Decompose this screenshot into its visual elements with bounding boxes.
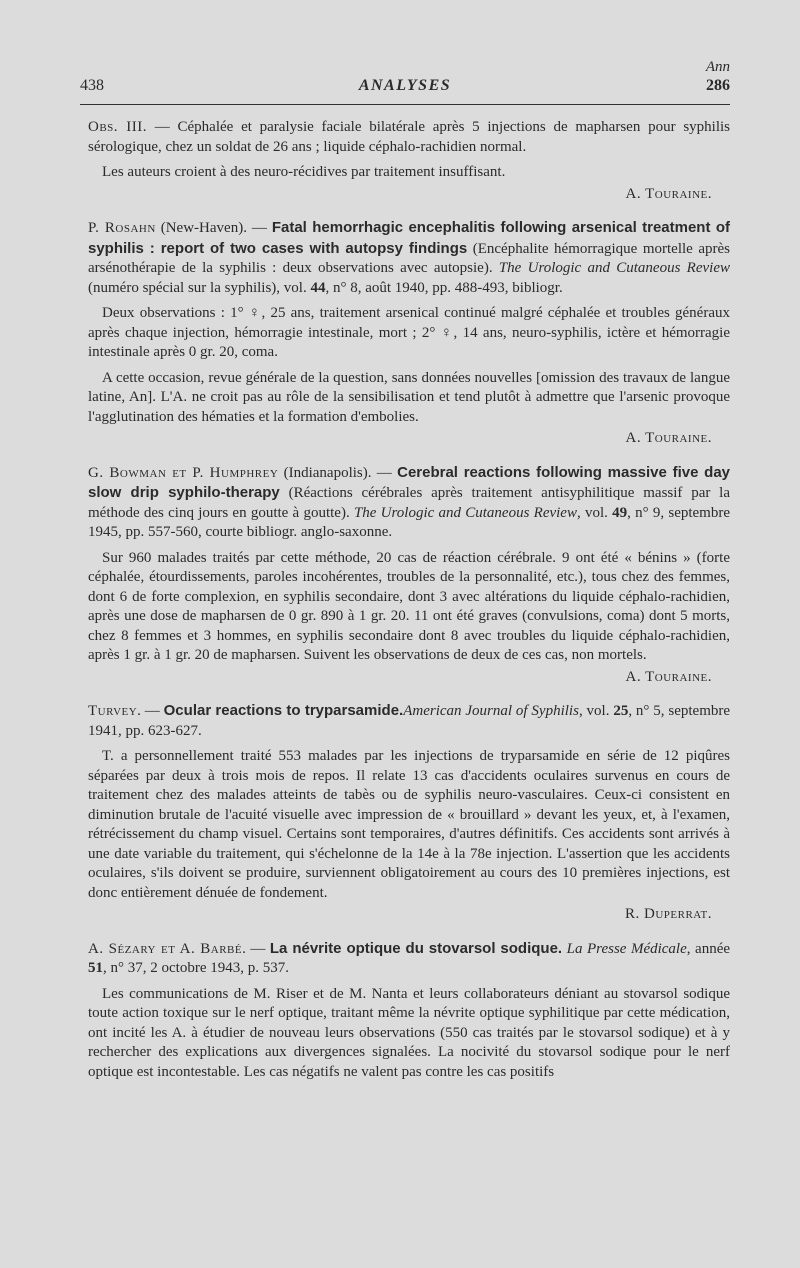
handwritten-note: Ann <box>705 59 730 75</box>
author: P. Rosahn <box>88 220 156 236</box>
citation: Turvey. — Ocular reactions to tryparsamide.American Journal of Syphilis, vol. 25, n° 5, septembre 1941, pp. 623-627. <box>88 702 731 739</box>
volume: 49 <box>612 504 628 521</box>
citation: P. Rosahn (New-Haven). — Fatal hemorrhagic encephalitis following arsenical treatment of syphilis : report of two cases with autopsy findings (Encéphalite hémorragique mortelle après arsénothérapie de la syphilis : deux observations avec autopsie). The Urologic and Cutaneous Review (numéro spécial sur la syphilis), vol. 44, n° 8, août 1940, pp. 488-493, bibliogr. <box>88 219 730 296</box>
volume: 25 <box>613 703 629 719</box>
signature: R. Duperrat. <box>625 906 712 922</box>
section-title: ANALYSES <box>358 77 452 94</box>
running-header <box>80 76 730 100</box>
journal-name: The Urologic and Cutaneous Review <box>353 504 577 521</box>
volume: 51 <box>88 960 103 976</box>
signature: A. Touraine. <box>625 668 712 685</box>
article-title: Ocular reactions to tryparsamide. <box>163 702 404 719</box>
citation: G. Bowman et P. Humphrey (Indianapolis). — Cerebral reactions following massive five day slow drip syphilo-therapy (Réactions cérébrales après traitement antisyphilitique massif par la méthode des cinq jours en goutte à goutte). The Urologic and Cutaneous Review, vol. 49, n° 9, septembre 1945, pp. 557-560, courte bibliogr. anglo-saxonne. <box>88 463 731 540</box>
abstract-rosahn <box>88 218 730 449</box>
body-paragraph: Les auteurs croient à des neuro-récidives par traitement insuffisant. <box>102 164 506 180</box>
author: Turvey <box>88 703 138 719</box>
body-paragraph: T. a personnellement traité 553 malades par les injections de tryparsamide en série de 12 piqûres séparées par deux à trois mois de repos. Il relate 13 cas d'accidents oculaires survenus en cours de traitement chez des malades atteints de tabès ou de syphilis neuro-vasculaires. Ceux-ci consistent en diminution brutale de l'acuité visuelle avec impression de « brouillard » devant les yeux, et, à l'examen, rétrécissement du champ visuel. Certains sont temporaires, d'autres définitifs. Ces accidents sont arrivés à une date variable du traitement, qui s'échelonne de la 14e à la 78e injection. L'assertion que les accidents oculaires, s'ils doivent se produire, surviennent obligatoirement au cours des 10 premières injections, est donc entièrement dénuée de fondement. <box>88 748 730 901</box>
header-rule <box>80 104 730 105</box>
page-body <box>88 118 730 1082</box>
abstract-continuation <box>88 118 730 204</box>
journal-name: American Journal of Syphilis <box>403 703 579 719</box>
article-title: Cerebral reactions following massive five day slow drip syphilo-therapy <box>88 463 731 501</box>
right-page-number: 286 <box>705 77 730 94</box>
body-paragraph: Deux observations : 1° ♀, 25 ans, traitement arsenical continué malgré céphalée et troubles généraux après chaque injection, hémorragie intestinale, mort ; 2° ♀, 14 ans, neuro-syphilis, ictère et hémorragie intestinale après 0 gr. 20, coma. <box>88 305 730 360</box>
observation-paragraph: Obs. III. — Céphalée et paralysie faciale bilatérale après 5 injections de mapharsen pour syphilis sérologique, chez un soldat de 26 ans ; liquide céphalo-rachidien normal. <box>88 119 730 155</box>
article-title: La névrite optique du stovarsol sodique. <box>269 939 563 957</box>
signature: A. Touraine. <box>625 430 712 446</box>
left-page-number: 438 <box>80 77 104 94</box>
author: A. Sézary et A. Barbé <box>88 940 243 957</box>
journal-name: La Presse Médicale <box>566 940 687 957</box>
abstract-sezary <box>88 939 730 1083</box>
author: G. Bowman et P. Humphrey <box>88 464 279 481</box>
abstract-bowman <box>88 463 730 688</box>
signature: A. Touraine. <box>625 185 712 202</box>
body-paragraph: Sur 960 malades traités par cette méthode, 20 cas de réaction cérébrale. 9 ont été « bénins » (forte céphalée, étourdissements, paroles incohérentes, troubles de la personnalité, etc.), tous chez des femmes, dont 6 de forte complexion, en syphilis secondaire, dont 3 avec altérations du liquide céphalo-rachidien, après une dose de mapharsen de 0 gr. 890 à 1 gr. 20. 11 ont été graves (convulsions, coma) dont 5 morts, chez 8 femmes et 3 hommes, en syphilis secondaire dont 8 avec troubles du liquide céphalo-rachidien, après 1 gr. à 1 gr. 20 de mapharsen. Suivent les observations de deux de ces cas, non mortels. <box>88 549 730 663</box>
journal-name: The Urologic and Cutaneous Review <box>498 260 730 276</box>
volume: 44 <box>310 279 326 296</box>
citation: A. Sézary et A. Barbé. — La névrite optique du stovarsol sodique. La Presse Médicale, année 51, n° 37, 2 octobre 1943, p. 537. <box>88 939 731 976</box>
abstract-turvey <box>88 701 730 925</box>
body-paragraph: A cette occasion, revue générale de la question, sans données nouvelles [omission des travaux de langue latine, An]. L'A. ne croit pas au rôle de la sensibilisation et tend plutôt à admettre que l'arsenic provoque l'agglutination des hématies et la formation d'embolies. <box>88 369 730 425</box>
article-title: Fatal hemorrhagic encephalitis following arsenical treatment of syphilis : report of two cases with autopsy findings <box>88 219 730 257</box>
body-paragraph: Les communications de M. Riser et de M. Nanta et leurs collaborateurs déniant au stovarsol sodique toute action toxique sur le nerf optique, traitant même la névrite optique syphilitique par cette médication, ont incité les A. à étudier de nouveau leurs observations (550 cas traités par le stovarsol sodique) et à y rechercher des explications aux divergences signalées. La nocivité du stovarsol sodique pour le nerf optique est incontestable. Les cas négatifs ne valent pas contre les cas positifs <box>88 985 730 1080</box>
